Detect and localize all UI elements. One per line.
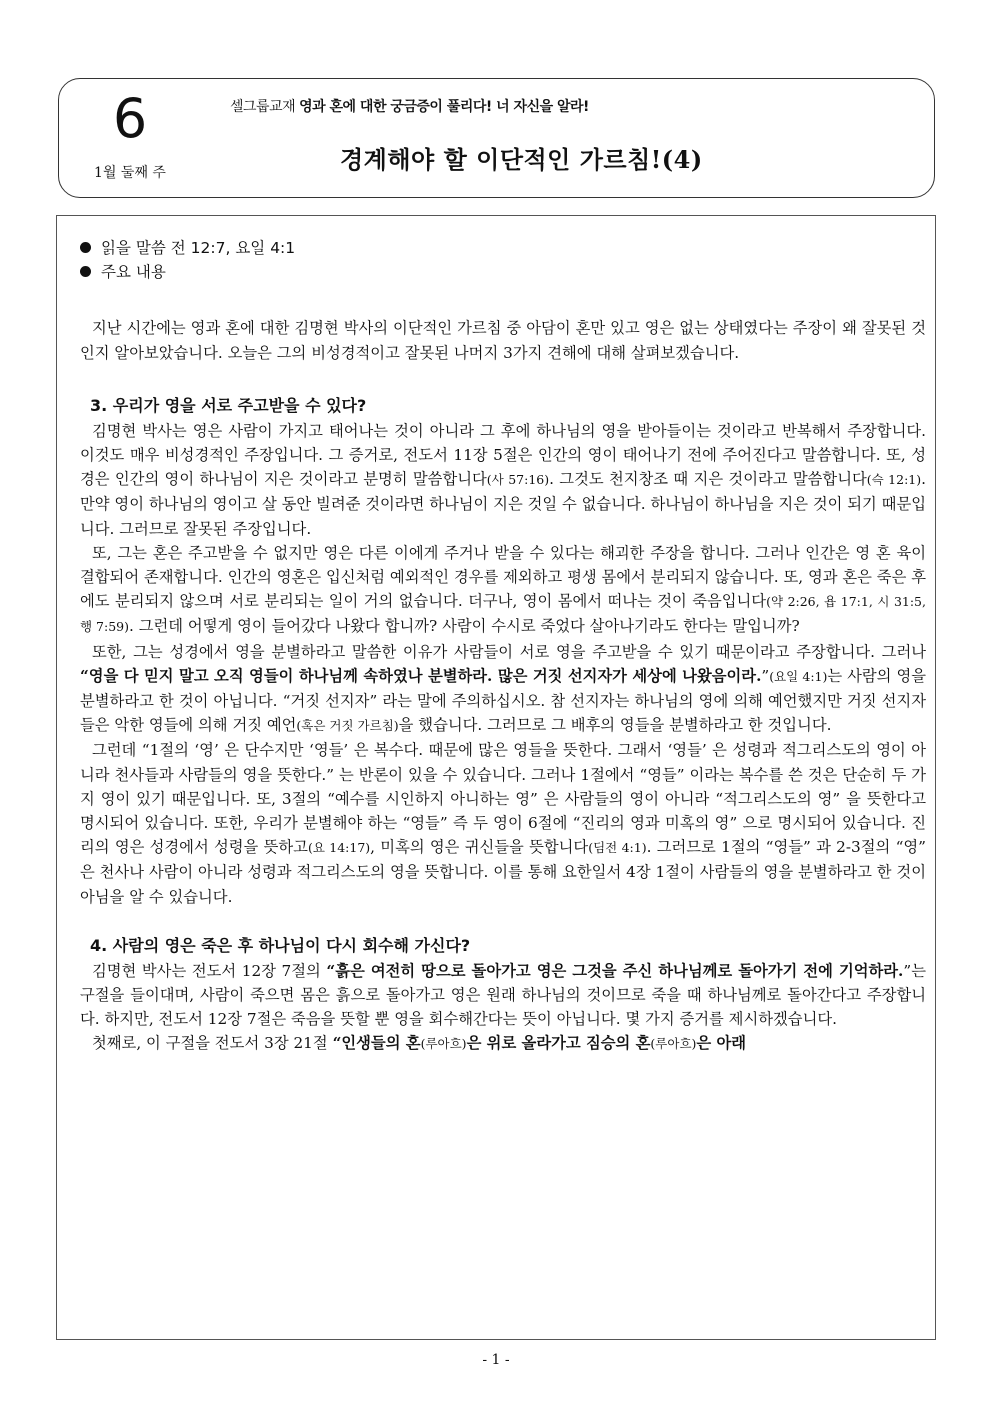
- text: 그런데 “1절의 ‘영’ 은 단수지만 ‘영들’ 은 복수다. 때문에 많은 영들을 뜻한다. 그래서 ‘영들’ 은 성령과 적그리스도의 영이 아니라 천사들과 사람들의 영을 뜻한다.” 는 반론이 있을 수 있습니다. 그러나 1절에서 “영들” 이라는 복수를 쓴 것은 단순히 두 가지 영이 있기 때문입니다. 또, 3절의 “예수를 시인하지 아니하는 영” 은 사람들의 영이 아니라 “적그리스도의 영” 을 뜻한다고 명시되어 있습니다. 또한, 우리가 분별해야 하는 “영들” 즉 두 영이 6절에 “진리의 영과 미혹의 영” 으로 명시되어 있습니다. 진리의 영은 성경에서 성령을 뜻하고: [80, 741, 926, 857]
- page-title: 경계해야 할 이단적인 가르침!(4): [340, 145, 703, 174]
- section-4-paragraph-2: [80, 1031, 926, 1056]
- lesson-number: 6: [112, 87, 148, 150]
- intro-paragraph: 지난 시간에는 영과 혼에 대한 김명현 박사의 이단적인 가르침 중 아담이 혼만 있고 영은 없는 상태였다는 주장이 왜 잘못된 것인지 알아보았습니다. 오늘은 그의 비성경적이고 잘못된 나머지 3가지 견해에 대해 살펴보겠습니다.: [80, 319, 926, 362]
- series-prefix: 셀그룹교재: [230, 99, 300, 115]
- section-3-heading: 3. 우리가 영을 서로 주고받을 수 있다?: [90, 395, 367, 415]
- main-heading: 주요 내용: [101, 263, 166, 282]
- scripture-ref: (딤전 4:1): [588, 840, 647, 856]
- section-3-paragraph-1: [80, 419, 926, 541]
- section-3-paragraph-2: [80, 541, 926, 640]
- bullet-icon: [80, 242, 91, 253]
- section-4-heading: 4. 사람의 영은 죽은 후 하나님이 다시 회수해 가신다?: [90, 935, 471, 955]
- scripture-ref: (요 14:17): [307, 840, 371, 856]
- scripture-quote: 은 위로 올라가고 짐승의 혼: [466, 1034, 651, 1053]
- series-bold: 영과 혼에 대한 궁금증이 풀리다! 너 자신을 알라!: [299, 99, 589, 115]
- text: 또, 그는 혼은 주고받을 수 없지만 영은 다른 이에게 주거나 받을 수 있다는 해괴한 주장을 합니다. 그러나 인간은 영 혼 육이 결합되어 존재합니다. 인간의 영혼은 입신처럼 예외적인 경우를 제외하고 평생 몸에서 분리되지 않습니다. 또, 영과 혼은 죽은 후에도 분리되지 않으며 서로 분리되는 일이 거의 없습니다. 더구나, 영이 몸에서 떠나는 것이 죽음입니다: [80, 543, 927, 611]
- text: , 미혹의 영은 귀신들을 뜻합니다: [370, 838, 589, 857]
- section-3-paragraph-4: [80, 738, 926, 908]
- text: 는 사람의 영을 분별하라고 한 것이 아닙니다. “거짓 선지자” 라는 말에 주의하십시오. 참 선지자는 하나님의 영에 의해 예언했지만 거짓 선지자들은 악한 영들에 의해 거짓 예언: [80, 666, 926, 735]
- scripture-ref: (약 2:26, 욥 17:1, 시 31:5, 행 7:59): [80, 594, 926, 635]
- text: 첫째로, 이 구절을 전도서 3장 21절: [92, 1034, 333, 1053]
- week-label: 1월 둘째 주: [94, 165, 166, 181]
- reading-label: 읽을 말씀: [101, 239, 166, 257]
- scripture-ref: (사 57:16): [486, 472, 550, 488]
- text: 김명현 박사는 영은 사람이 가지고 태어나는 것이 아니라 그 후에 하나님의 영을 받아들이는 것이라고 반복해서 주장합니다. 이것도 매우 비성경적인 주장입니다. 그 증거로, 전도서 11장 5절은 인간의 영이 태어나기 전에 주어진다고 말씀합니다. 또, 성경은 인간의 영이 하나님이 지은 것이라고 분명히 말씀합니다: [80, 421, 926, 489]
- section-3-paragraph-3: [80, 640, 926, 739]
- page-number: - 1 -: [482, 1352, 510, 1368]
- reading-line: [80, 236, 926, 260]
- text: . 그것도 천지창조 때 지은 것이라고 말씀합니다: [549, 470, 867, 489]
- text: 또한, 그는 성경에서 영을 분별하라고 말씀한 이유가 사람들이 서로 영을 주고받을 수 있기 때문이라고 주장합니다. 그러나: [92, 642, 926, 661]
- text: ”: [761, 666, 770, 685]
- scripture-ref: (요일 4:1): [769, 668, 828, 684]
- text: 김명현 박사는 전도서 12장 7절의: [92, 961, 327, 980]
- scripture-ref: (혹은 거짓 가르침): [296, 718, 399, 734]
- text: . 만약 영이 하나님의 영이고 살 동안 빌려준 것이라면 하나님이 지은 것일 수 없습니다. 하나님이 하나님을 지은 것이 되기 때문입니다. 그러므로 잘못된 주장입니다.: [80, 470, 927, 538]
- text: . 그런데 어떻게 영이 들어갔다 나왔다 합니까? 사람이 수시로 죽었다 살아나기라도 한다는 말입니까?: [129, 617, 800, 636]
- scripture-ref: (슥 12:1): [866, 472, 922, 488]
- content: [80, 236, 926, 1057]
- scripture-ref: (루아흐): [650, 1036, 697, 1052]
- series-title: [230, 96, 589, 116]
- reading-refs: 전 12:7, 요일 4:1: [165, 239, 296, 257]
- text: 을 했습니다. 그러므로 그 배후의 영들을 분별하라고 한 것입니다.: [398, 716, 832, 735]
- text: . 그러므로 1절의 “영들” 과 2-3절의 “영” 은 천사나 사람이 아니라 성령과 적그리스도의 영을 뜻합니다. 이를 통해 요한일서 4장 1절이 사람들의 영을 분별하라고 한 것이 아님을 알 수 있습니다.: [80, 838, 927, 906]
- scripture-ref: (루아흐): [420, 1036, 467, 1052]
- scripture-quote: “인생들의 혼: [332, 1034, 421, 1053]
- text: ”는 구절을 들이대며, 사람이 죽으면 몸은 흙으로 돌아가고 영은 원래 하나님의 것이므로 죽을 때 하나님께로 돌아간다고 주장합니다. 하지만, 전도서 12장 7절은 죽음을 뜻할 뿐 영을 회수해간다는 뜻이 아닙니다. 몇 가지 증거를 제시하겠습니다.: [80, 961, 926, 1029]
- scripture-quote: 은 아래: [696, 1034, 747, 1053]
- section-4-paragraph-1: [80, 959, 926, 1032]
- scripture-quote: “영을 다 믿지 말고 오직 영들이 하나님께 속하였나 분별하라. 많은 거짓 선지자가 세상에 나왔음이라.: [80, 666, 762, 685]
- bullet-icon: [80, 266, 91, 277]
- scripture-quote: “흙은 여전히 땅으로 돌아가고 영은 그것을 주신 하나님께로 돌아가기 전에 기억하라.: [326, 961, 904, 980]
- main-heading-line: [80, 260, 926, 284]
